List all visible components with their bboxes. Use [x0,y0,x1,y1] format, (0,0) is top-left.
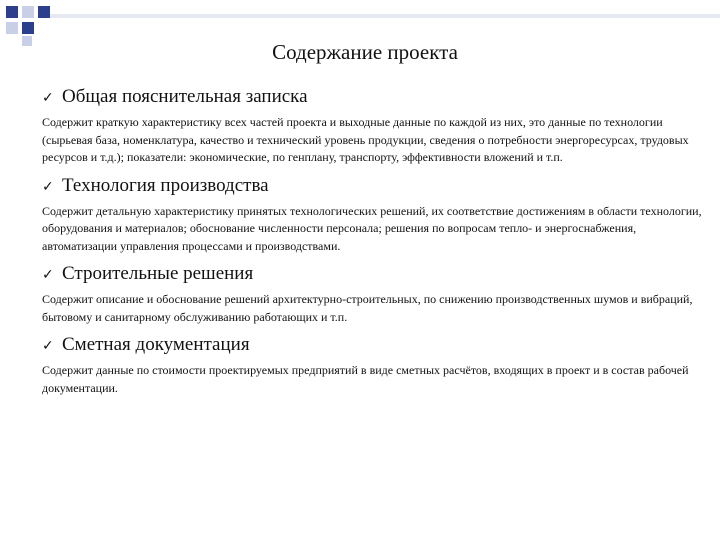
section-technology [42,175,702,256]
section-heading [42,263,702,285]
checkmark-icon: ✓ [42,178,54,195]
section-construction [42,263,702,326]
deco-square-light-2 [6,22,18,34]
deco-square-light-1 [22,6,34,18]
checkmark-icon: ✓ [42,338,54,354]
section-heading-text: Сметная документация [62,334,250,355]
content-list [42,86,702,405]
deco-line [40,14,720,18]
deco-square-dark-3 [22,22,34,34]
section-general-note [42,86,702,167]
section-heading-text: Технология производства [62,174,269,196]
checkmark-icon: ✓ [42,267,54,283]
section-description: Содержит краткую характеристику всех частей проекта и выходные данные по каждой из них, это данные по технологии (сырьевая база, номенклатура, качество и технический уровень продукции, сведения о потребности энергоресурсах, трудовых ресурсов и т.д.); показатели: экономические, по генплану, транспорту, эффективности вложений и т.п. [42,115,689,164]
deco-square-dark-2 [38,6,50,18]
deco-square-dark-1 [6,6,18,18]
section-heading [42,86,702,108]
section-estimates [42,334,702,397]
section-description: Содержит данные по стоимости проектируемых предприятий в виде сметных расчётов, входящих в проект и в состав рабочей документации. [42,363,689,395]
section-heading-text: Общая пояснительная записка [62,86,308,107]
section-description: Содержит описание и обоснование решений архитектурно-строительных, по снижению производственных шумов и вибраций, бытовому и санитарному обслуживанию работающих и т.п. [42,292,693,324]
section-heading [42,175,702,197]
section-heading [42,334,702,356]
page-title: Содержание проекта [272,40,458,64]
section-description: Содержит детальную характеристику принятых технологических решений, их соответствие достижениям в области технологии, оборудования и материалов; обоснование численности персонала; решения по вопросам тепло- и энергоснабжения, автоматизации управления процессами и производствами. [42,203,702,253]
section-heading-text: Строительные решения [62,263,254,284]
checkmark-icon: ✓ [42,90,54,106]
